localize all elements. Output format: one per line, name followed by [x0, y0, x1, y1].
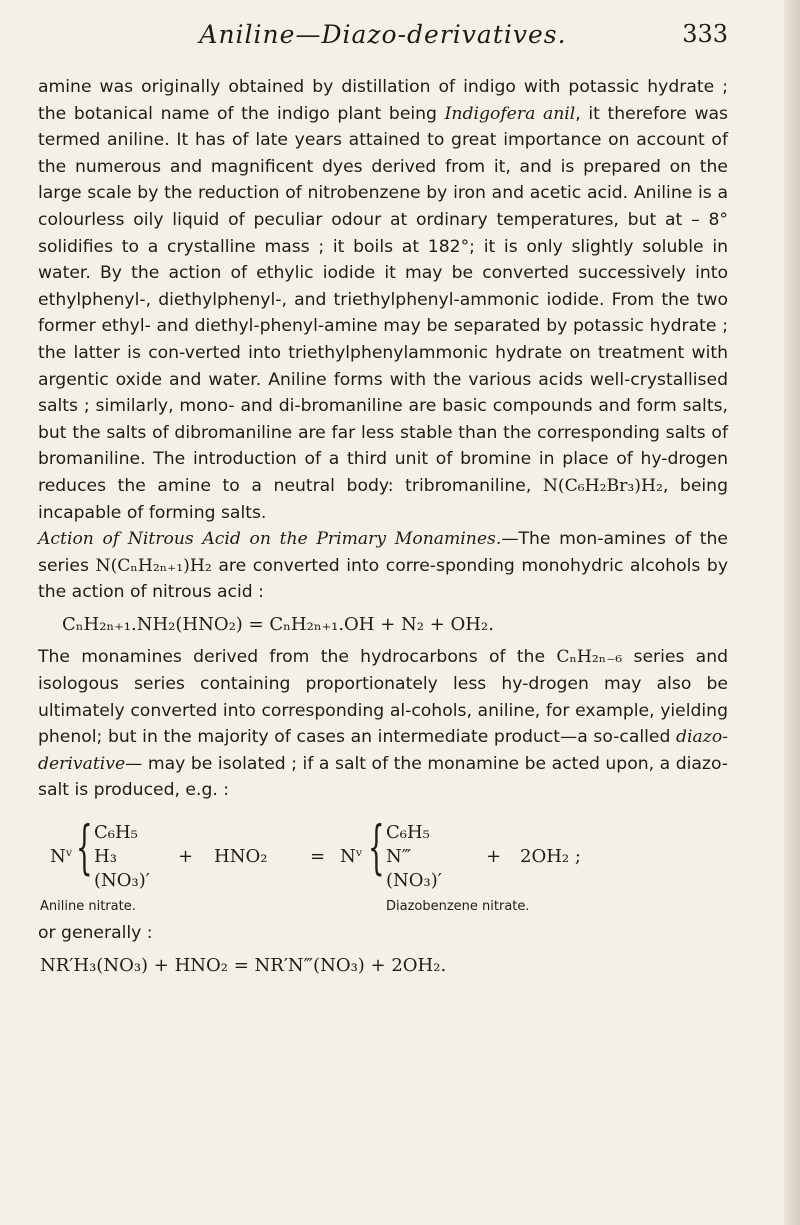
equals-sign: = [310, 846, 326, 868]
lhs-caption: Aniline nitrate. [40, 899, 136, 915]
hydrocarbon-series: CₙH₂ₙ₋₆ [556, 647, 623, 668]
rhs-group1: C₆H₅ [386, 822, 430, 844]
rhs-brace: { [368, 813, 385, 882]
rhs-group2: N‴ [386, 846, 412, 868]
product: 2OH₂ ; [520, 846, 581, 868]
diazo-term: diazo-derivative [38, 727, 729, 774]
text-span: , it therefore was termed aniline. It has of late years attained to great importance on account of the numerous and magnificent dyes derived from it, and is prepared on the large scale by the reduction of nitrobenzene by iron and acetic acid. Aniline is a colourless oily liquid of peculiar odour at ordinary temperatures, but at – 8° solidifies to a crystalline mass ; it boils at 182°; it is only slightly soluble in water. By the action of ethylic iodide it may be converted successively into ethylphenyl-, diethylphenyl-, and triethylphenyl-ammonic iodide. From the two former ethyl- and diethyl-phenyl-amine may be separated by potassic hydrate ; the latter is con-verted into triethylphenylammonic hydrate on treatment with argentic oxide and water. Aniline forms with the various acids well-crystallised salts ; similarly, mono- and di-bromaniline are basic compounds and form salts, but the salts of dibromaniline are far less stable than the corresponding salts of bromaniline. The introduction of a third unit of bromine in place of hy-drogen reduces the amine to a neutral body: tribromaniline, [38, 103, 728, 496]
text-span: —The mon-amines of the series [38, 529, 728, 576]
text-span: are converted into corre-sponding monohydric alcohols by the action of nitrous acid : [38, 555, 729, 603]
lhs-group1: C₆H₅ [94, 822, 138, 844]
main-text [38, 74, 728, 979]
lhs-brace: { [76, 813, 93, 882]
section-heading: Action of Nitrous Acid on the Primary Monamines. [38, 529, 502, 550]
book-page [38, 18, 728, 985]
tribromaniline-formula: N(C₆H₂Br₃)H₂ [542, 475, 663, 496]
rhs-atom: Nᵛ [340, 846, 363, 868]
text-span: series and isologous series containing proportionately less hy-drogen may also be ultimately converted into corresponding al-cohols, aniline, for example, yielding phenol; but in the majority of cases an intermediate product—a so-called [38, 647, 729, 748]
page-edge-shadow [784, 0, 800, 1225]
lhs-group2: H₃ [94, 846, 117, 868]
plus-sign: + [486, 846, 502, 868]
paragraph-nitrous-acid [38, 526, 728, 606]
plant-name: Indigofera anil [444, 103, 576, 124]
plus-sign: + [178, 846, 194, 868]
paragraph-diazo [38, 644, 728, 804]
reaction-equation [38, 813, 728, 915]
text-span: amine was originally obtained by distillation of indigo with potassic hydrate ; the botanical name of the indigo plant being [38, 77, 728, 124]
lhs-atom: Nᵛ [50, 846, 73, 868]
running-header [38, 18, 728, 74]
equation-alcohol: CₙH₂ₙ₊₁.NH₂(HNO₂) = CₙH₂ₙ₊₁.OH + N₂ + OH₂. [62, 613, 494, 635]
paragraph-aniline [38, 74, 728, 526]
or-generally: or generally : [38, 923, 153, 944]
rhs-group3: (NO₃)′ [386, 870, 442, 892]
text-span: — may be isolated ; if a salt of the monamine be acted upon, a diazo-salt is produced, e.g. : [38, 753, 728, 801]
text-span: , being incapable of forming salts. [38, 475, 728, 523]
reagent: HNO₂ [214, 846, 268, 868]
page-number: 333 [682, 20, 728, 48]
equation-general: NR′H₃(NO₃) + HNO₂ = NR′N‴(NO₃) + 2OH₂. [40, 954, 447, 976]
rhs-caption: Diazobenzene nitrate. [386, 899, 530, 915]
lhs-group3: (NO₃)′ [94, 870, 150, 892]
text-span: The monamines derived from the hydrocarbons of the [38, 647, 546, 668]
series-formula: N(CₙH₂ₙ₊₁)H₂ [95, 555, 212, 576]
running-title: Aniline—Diazo-derivatives. [199, 20, 567, 49]
